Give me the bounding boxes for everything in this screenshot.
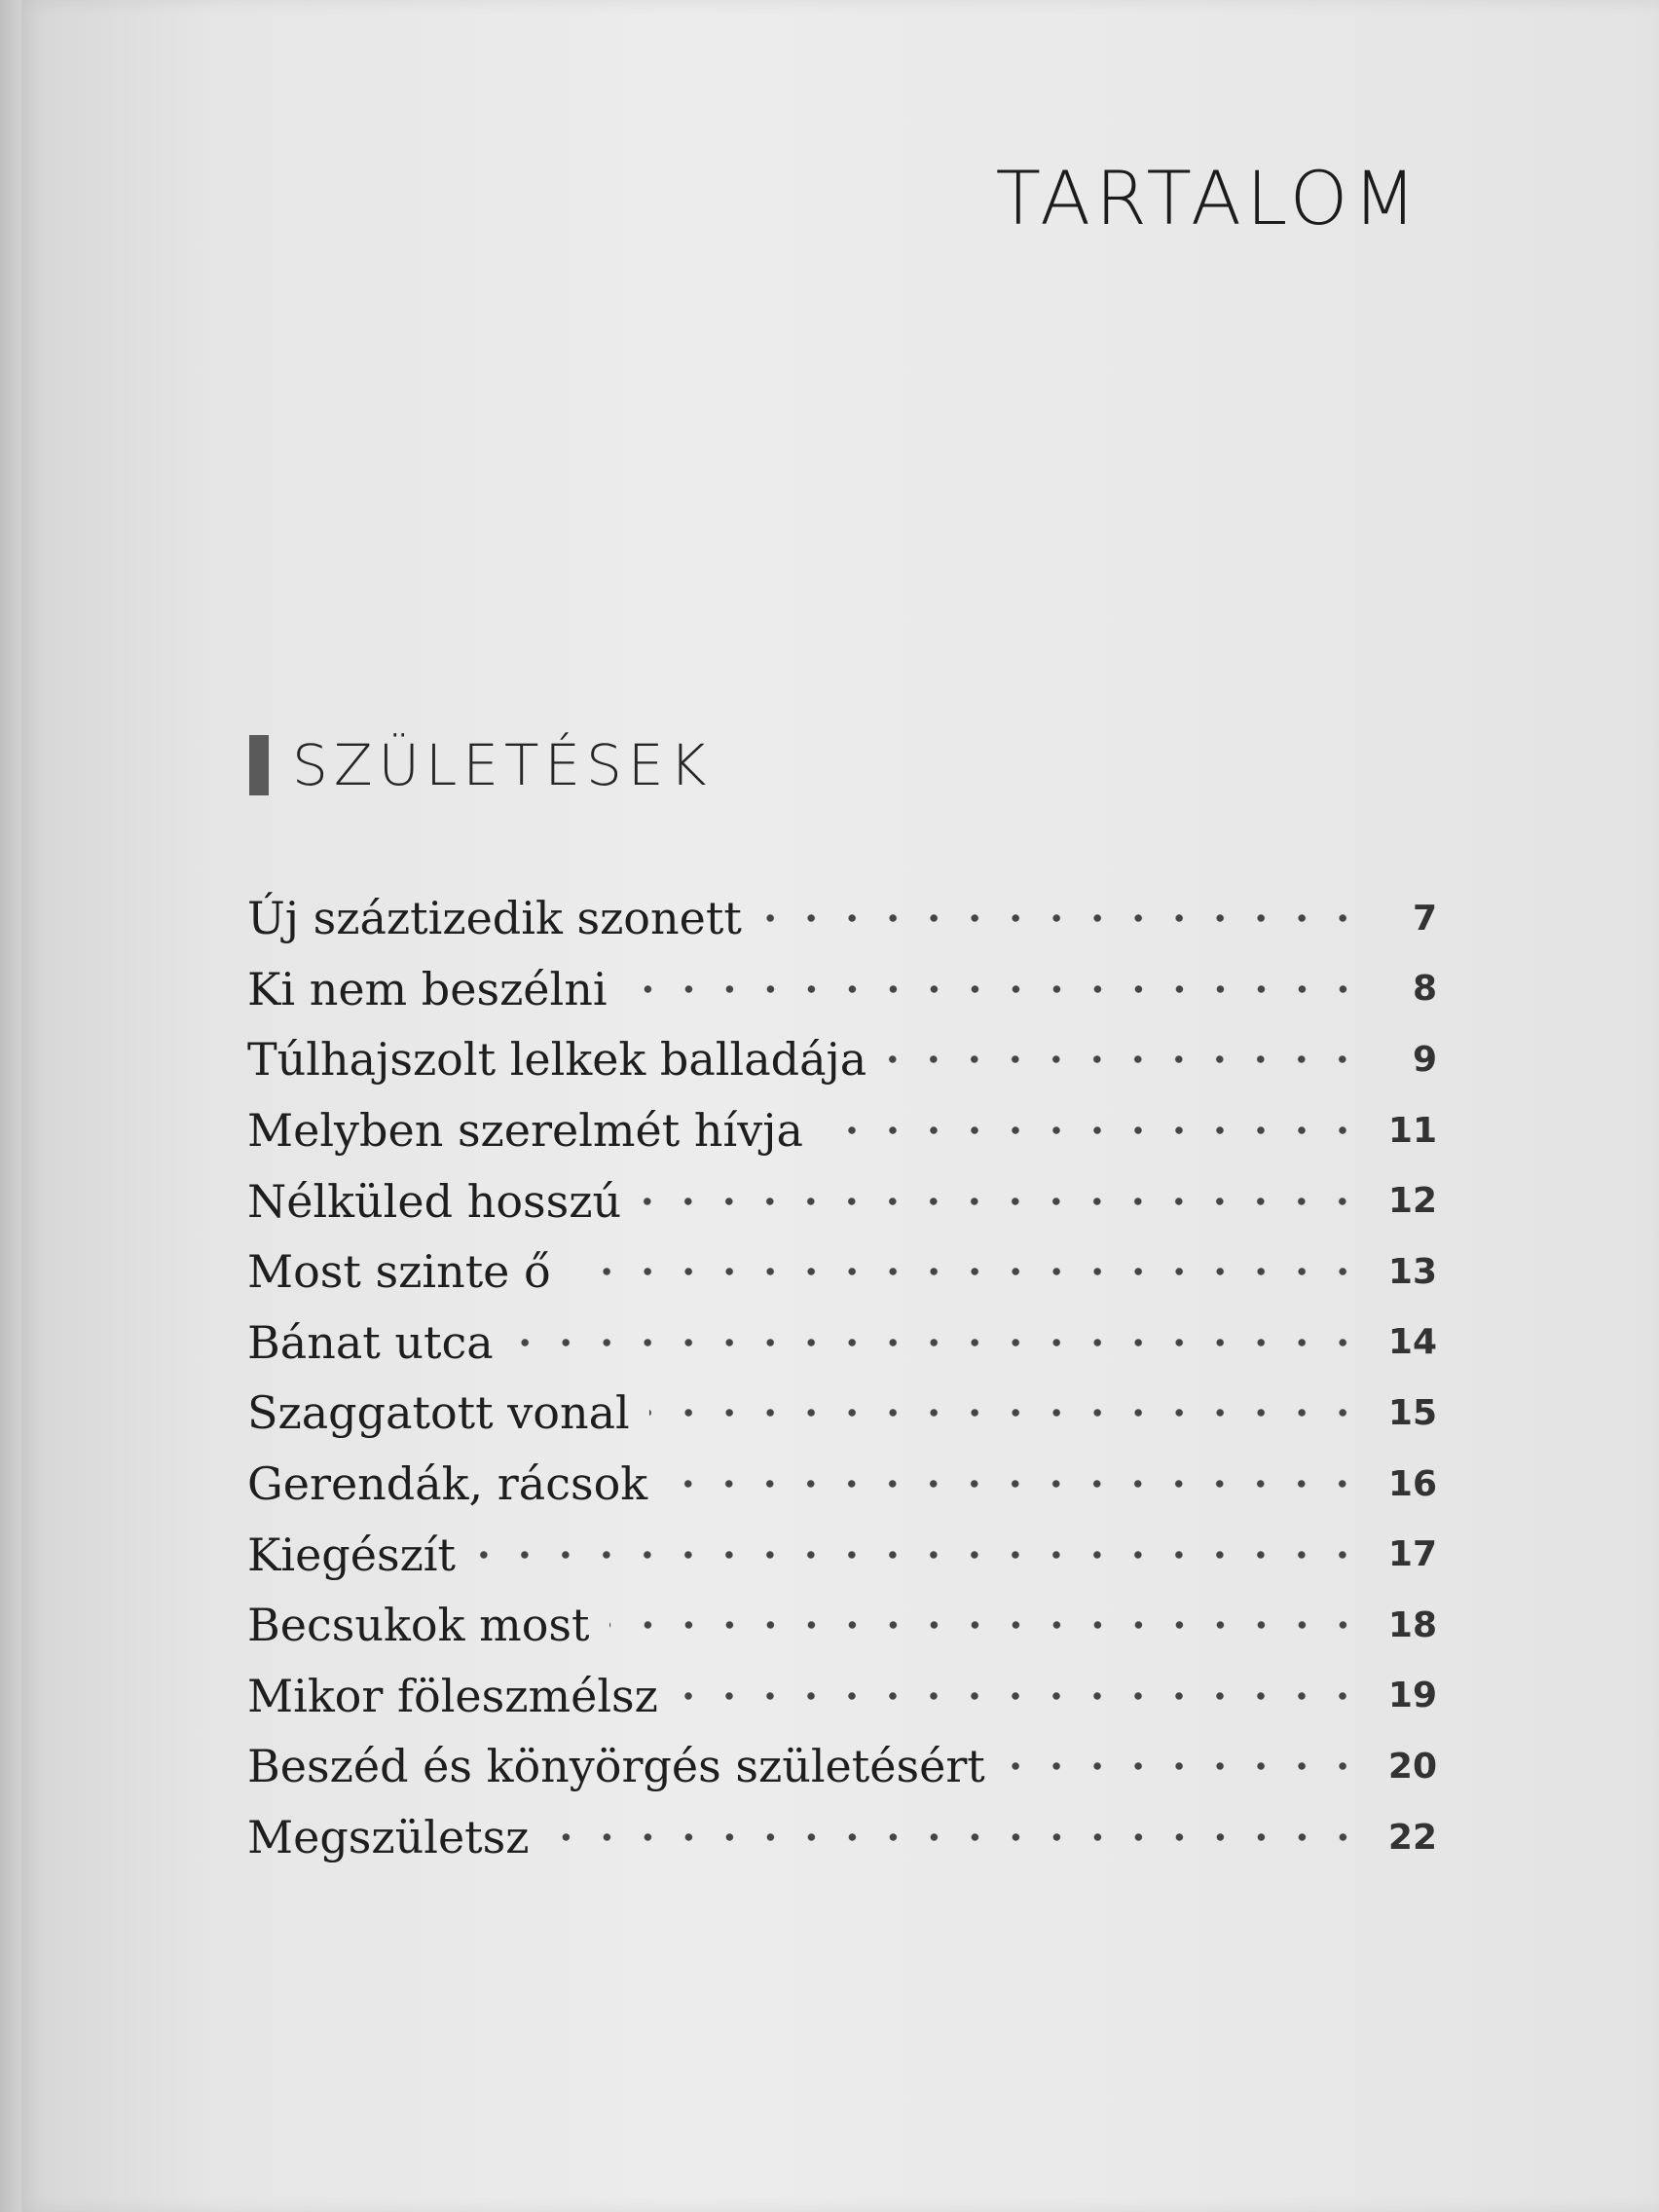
- toc-entry-page: 15: [1387, 1392, 1437, 1433]
- dot-leader: [823, 1125, 1363, 1135]
- toc-entry-title: Most szinte ő: [247, 1245, 551, 1299]
- toc-entry: [247, 1519, 1437, 1590]
- toc-entry-page: 20: [1387, 1746, 1437, 1787]
- dot-leader: [627, 984, 1363, 994]
- toc-entry-page: 11: [1387, 1110, 1437, 1151]
- toc-entry-page: 19: [1387, 1676, 1437, 1716]
- toc-entry: [247, 1731, 1437, 1802]
- toc-entry: [247, 1308, 1437, 1379]
- section-heading: [249, 732, 713, 798]
- toc-entry: [247, 883, 1437, 954]
- toc-entry-title: Ki nem beszélni: [247, 962, 608, 1015]
- dot-leader: [475, 1550, 1363, 1560]
- dot-leader: [609, 1620, 1363, 1630]
- toc-entry-page: 18: [1387, 1604, 1437, 1645]
- dot-leader: [761, 913, 1363, 923]
- toc-entry-title: Új száztizedik szonett: [247, 892, 742, 945]
- toc-entry-title: Nélküled hosszú: [247, 1174, 622, 1228]
- toc-entry-title: Bánat utca: [247, 1315, 494, 1369]
- toc-entry-page: 12: [1387, 1181, 1437, 1222]
- toc-entry-title: Mikor föleszmélsz: [247, 1669, 658, 1722]
- toc-entry: [247, 1590, 1437, 1661]
- dot-leader: [571, 1267, 1363, 1276]
- dot-leader: [1005, 1761, 1363, 1771]
- toc-entry-page: 8: [1412, 969, 1437, 1010]
- toc-entry: [247, 1165, 1437, 1236]
- toc-entry: [247, 1024, 1437, 1095]
- dot-leader: [678, 1691, 1363, 1701]
- toc-entry-title: Gerendák, rácsok: [247, 1457, 648, 1511]
- toc-entry: [247, 1802, 1437, 1873]
- toc-entry: [247, 1095, 1437, 1166]
- toc-entry-title: Melyben szerelmét hívja: [247, 1104, 803, 1158]
- dot-leader: [667, 1479, 1363, 1489]
- dot-leader: [649, 1408, 1363, 1418]
- table-of-contents: [247, 883, 1437, 1872]
- dot-leader: [641, 1197, 1363, 1206]
- toc-entry-page: 22: [1387, 1817, 1437, 1858]
- page-title: TARTALOM: [995, 154, 1421, 241]
- toc-entry-page: 13: [1387, 1251, 1437, 1292]
- toc-entry-title: Kiegészít: [247, 1528, 457, 1581]
- toc-entry-title: Túlhajszolt lelkek balladája: [247, 1033, 867, 1087]
- toc-entry-title: Szaggatott vonal: [247, 1386, 630, 1440]
- dot-leader: [886, 1054, 1363, 1064]
- section-marker: [249, 735, 269, 795]
- toc-entry-title: Megszületsz: [247, 1811, 530, 1864]
- toc-entry: [247, 1449, 1437, 1520]
- toc-entry-page: 14: [1387, 1322, 1437, 1363]
- toc-entry: [247, 1378, 1437, 1449]
- toc-entry: [247, 1236, 1437, 1308]
- toc-entry-page: 16: [1387, 1463, 1437, 1504]
- dot-leader: [513, 1338, 1363, 1347]
- toc-entry: [247, 1661, 1437, 1732]
- page-edge: [0, 0, 21, 2212]
- section-title: SZÜLETÉSEK: [292, 732, 713, 798]
- toc-entry-page: 7: [1412, 898, 1437, 939]
- toc-entry-title: Beszéd és könyörgés születésért: [247, 1740, 985, 1793]
- book-page: [21, 0, 1659, 2212]
- toc-entry-title: Becsukok most: [247, 1599, 590, 1652]
- toc-entry-page: 9: [1412, 1039, 1437, 1080]
- toc-entry-page: 17: [1387, 1534, 1437, 1575]
- dot-leader: [549, 1832, 1363, 1842]
- toc-entry: [247, 954, 1437, 1025]
